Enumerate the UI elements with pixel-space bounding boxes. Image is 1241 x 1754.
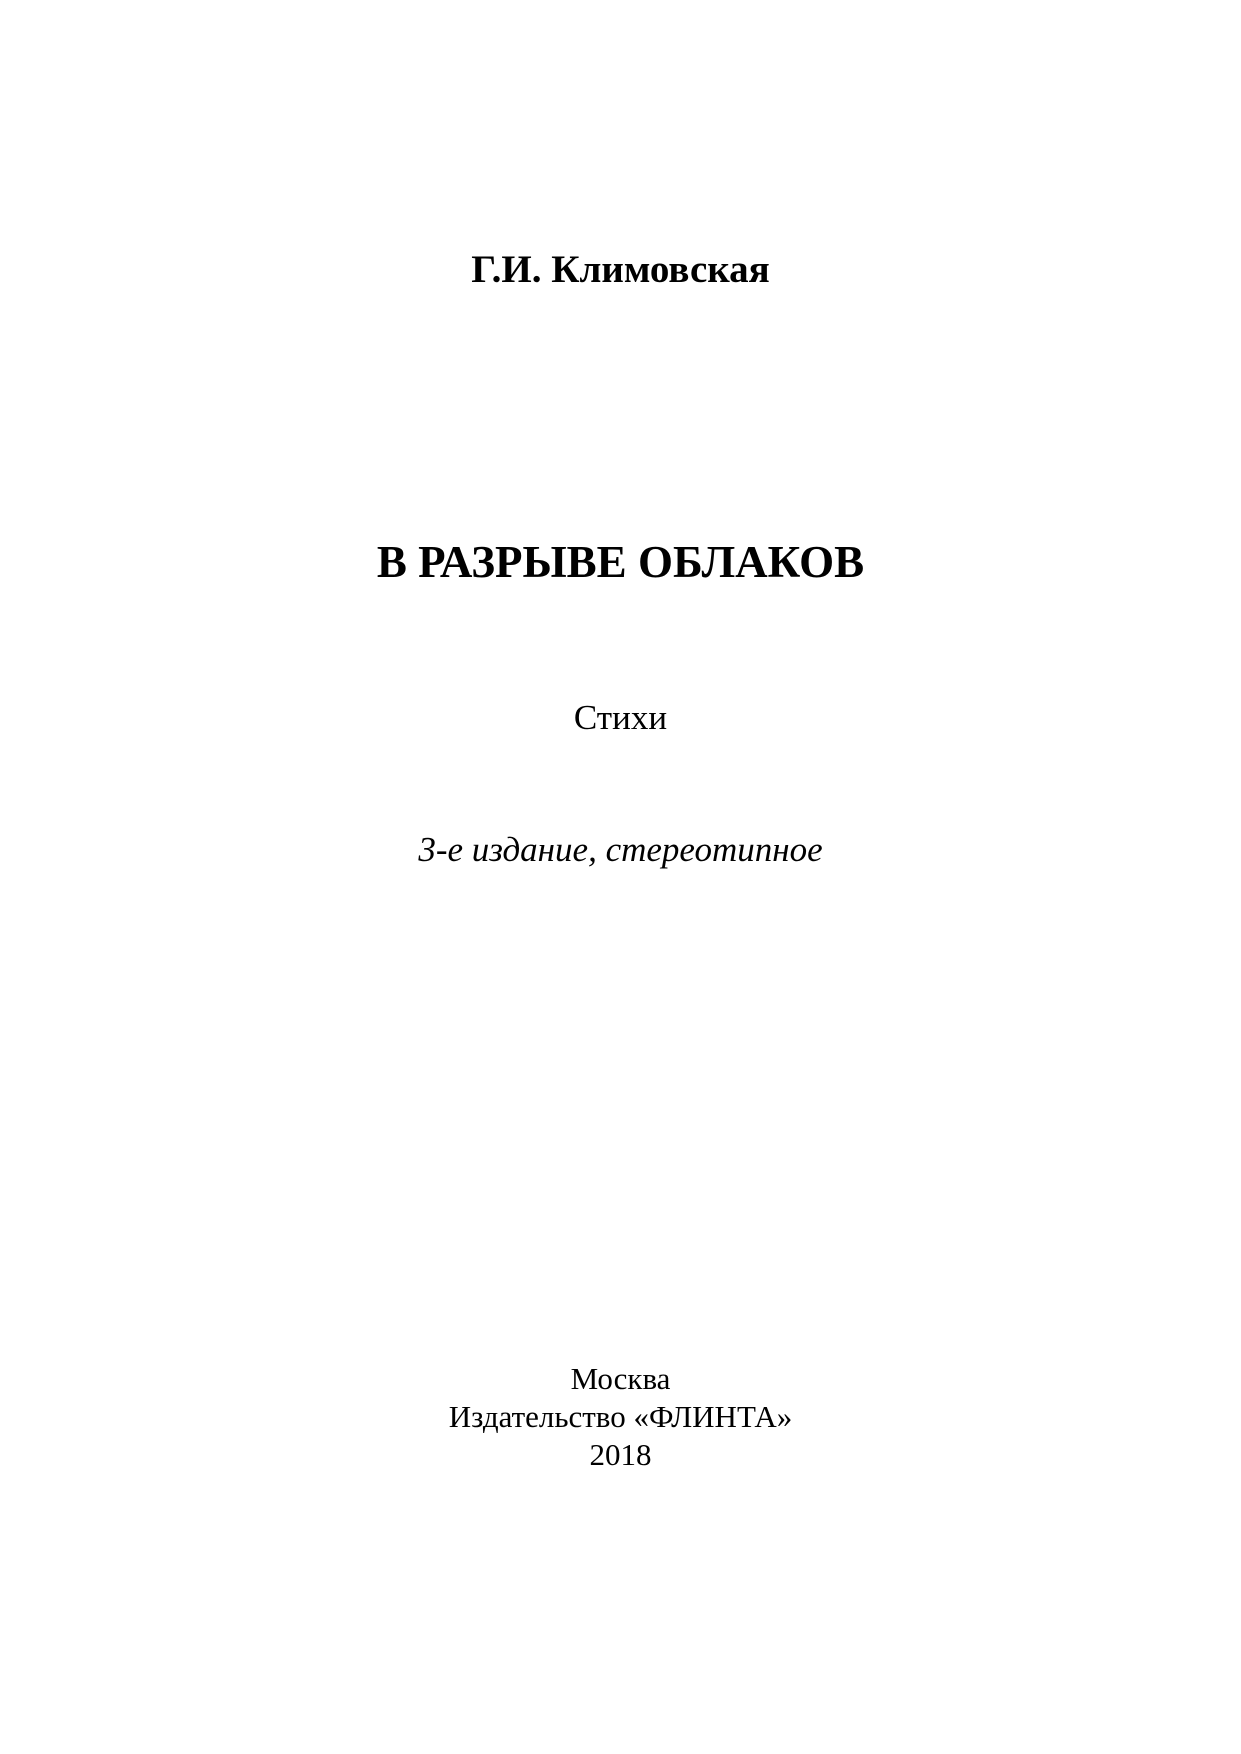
edition-note: 3-е издание, стереотипное (418, 830, 823, 869)
book-genre: Стихи (573, 698, 668, 737)
author-name: Г.И. Климовская (471, 248, 770, 291)
imprint-publisher: Издательство «ФЛИНТА» (448, 1399, 793, 1434)
book-title: В РАЗРЫВЕ ОБЛАКОВ (376, 537, 865, 587)
imprint-year: 2018 (589, 1437, 652, 1472)
imprint-block (0, 1360, 1241, 1474)
imprint-city: Москва (570, 1361, 671, 1396)
